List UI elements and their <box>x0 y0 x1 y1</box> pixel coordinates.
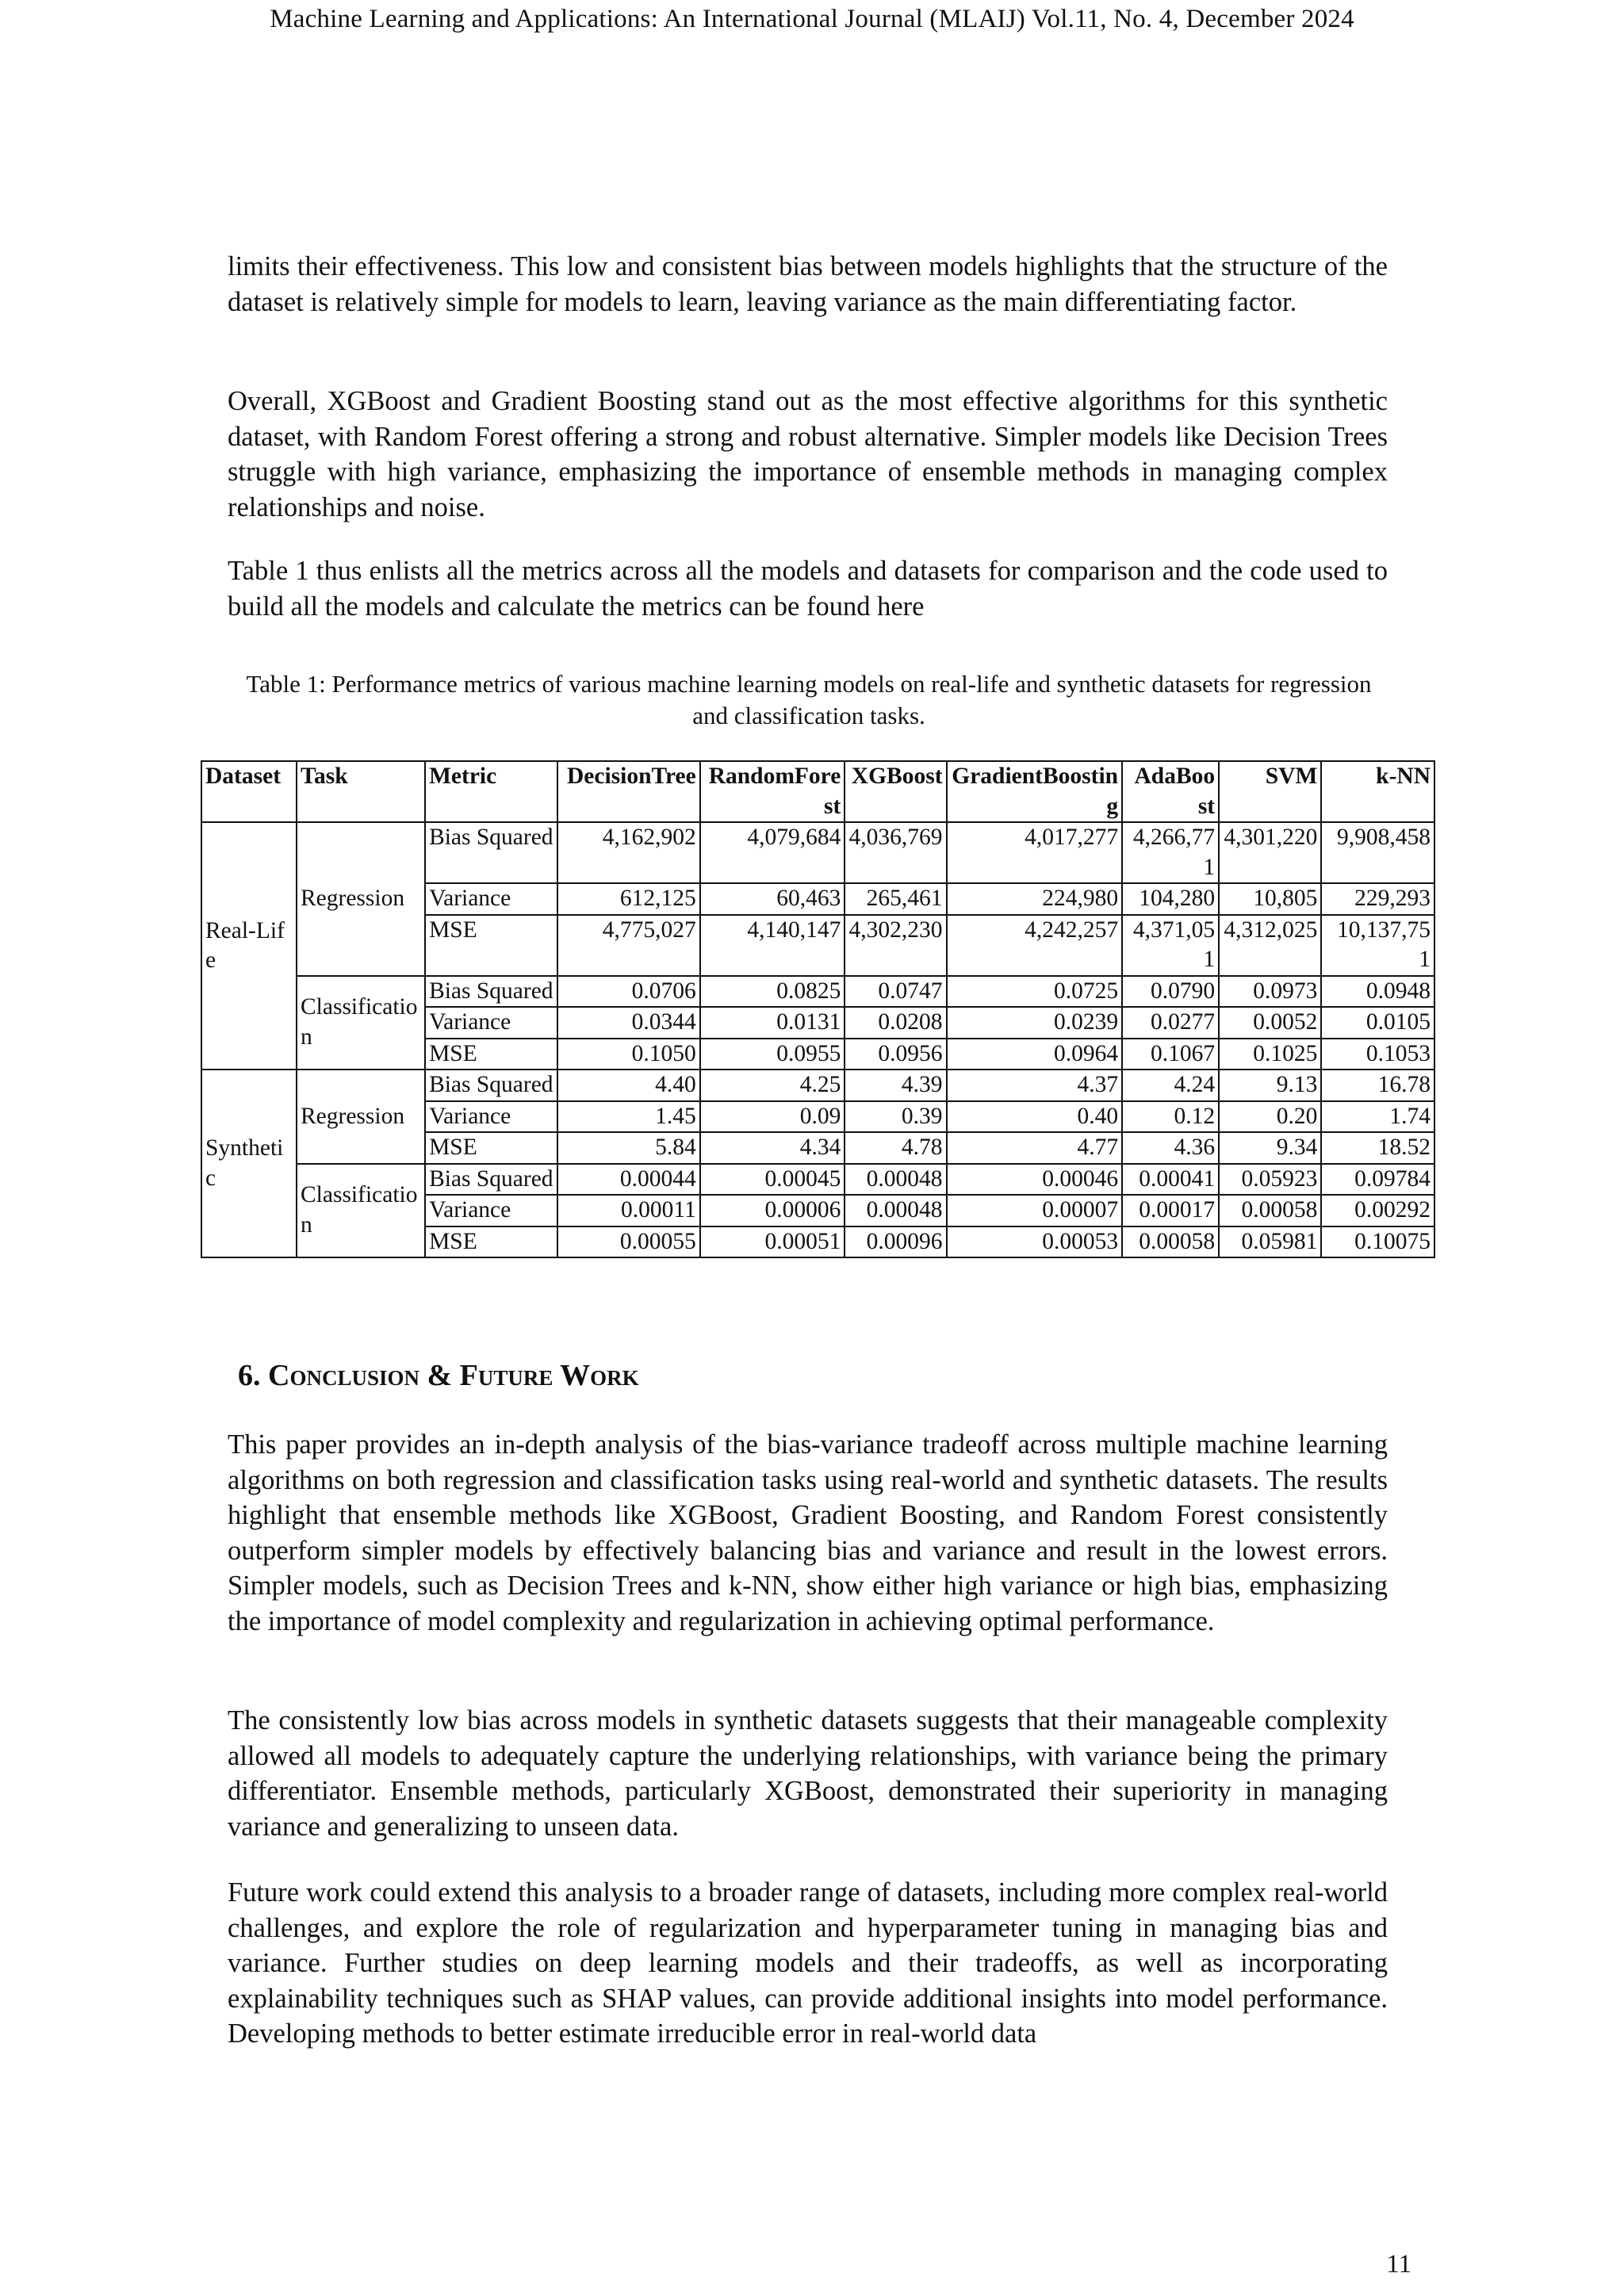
table-row <box>201 976 1434 1008</box>
table-header-row <box>201 761 1434 822</box>
value-cell: 0.20 <box>1219 1101 1321 1133</box>
metric-cell: Bias Squared <box>425 1164 557 1196</box>
value-cell: 4.36 <box>1122 1132 1219 1164</box>
header-metric: Metric <box>425 761 557 822</box>
value-cell: 4.77 <box>947 1132 1123 1164</box>
dataset-cell: Synthetic <box>201 1070 297 1257</box>
journal-header: Machine Learning and Applications: An International Journal (MLAIJ) Vol.11, No. 4, December 2024 <box>270 5 1354 33</box>
table-row <box>201 1164 1434 1196</box>
value-cell: 0.10075 <box>1321 1226 1434 1258</box>
value-cell: 0.00011 <box>557 1195 700 1226</box>
value-cell: 16.78 <box>1321 1070 1434 1101</box>
header-dataset: Dataset <box>201 761 297 822</box>
task-cell: Regression <box>297 822 425 976</box>
value-cell: 4.40 <box>557 1070 700 1101</box>
header-adaboost: AdaBoost <box>1122 761 1219 822</box>
paragraph-limits: limits their effectiveness. This low and consistent bias between models highlights that the structure of the dataset is relatively simple for models to learn, leaving variance as the main differentiating factor. <box>228 251 1388 317</box>
value-cell: 1.74 <box>1321 1101 1434 1133</box>
table-row <box>201 822 1434 883</box>
paragraph-overall: Overall, XGBoost and Gradient Boosting stand out as the most effective algorithms for this synthetic dataset, with Random Forest offering a strong and robust alternative. Simpler models like Decision Trees struggle with high variance, emphasizing the importance of ensemble methods in managing complex relationships and noise. <box>228 386 1388 522</box>
paragraph-conclusion-2: The consistently low bias across models in synthetic datasets suggests that their manageable complexity allowed all models to adequately capture the underlying relationships, with variance being the primary differentiator. Ensemble methods, particularly XGBoost, demonstrated their superiority in managing variance and generalizing to unseen data. <box>228 1705 1388 1842</box>
value-cell: 0.39 <box>845 1101 946 1133</box>
value-cell: 18.52 <box>1321 1132 1434 1164</box>
value-cell: 0.0956 <box>845 1039 946 1070</box>
value-cell: 0.1050 <box>557 1039 700 1070</box>
value-cell: 9.13 <box>1219 1070 1321 1101</box>
page-number: 11 <box>1386 2250 1411 2279</box>
value-cell: 0.00055 <box>557 1226 700 1258</box>
metric-cell: Bias Squared <box>425 1070 557 1101</box>
metric-cell: Variance <box>425 1007 557 1039</box>
task-cell: Classification <box>297 1164 425 1258</box>
value-cell: 0.0131 <box>700 1007 845 1039</box>
value-cell: 0.00006 <box>700 1195 845 1226</box>
metric-cell: Variance <box>425 1195 557 1226</box>
value-cell: 4,017,277 <box>947 822 1123 883</box>
value-cell: 0.00045 <box>700 1164 845 1196</box>
header-decision-tree: DecisionTree <box>557 761 700 822</box>
value-cell: 60,463 <box>700 883 845 915</box>
value-cell: 4,301,220 <box>1219 822 1321 883</box>
value-cell: 1.45 <box>557 1101 700 1133</box>
value-cell: 0.00096 <box>845 1226 946 1258</box>
header-task: Task <box>297 761 425 822</box>
value-cell: 0.00017 <box>1122 1195 1219 1226</box>
value-cell: 0.0948 <box>1321 976 1434 1008</box>
value-cell: 0.1025 <box>1219 1039 1321 1070</box>
table-row <box>201 1070 1434 1101</box>
value-cell: 0.0973 <box>1219 976 1321 1008</box>
table-caption: Table 1: Performance metrics of various machine learning models on real-life and synthetic datasets for regression and classification tasks. <box>246 670 1372 729</box>
value-cell: 4.24 <box>1122 1070 1219 1101</box>
value-cell: 224,980 <box>947 883 1123 915</box>
table-body <box>201 822 1434 1257</box>
value-cell: 4,371,051 <box>1122 915 1219 976</box>
value-cell: 0.0725 <box>947 976 1123 1008</box>
value-cell: 0.0239 <box>947 1007 1123 1039</box>
value-cell: 0.05923 <box>1219 1164 1321 1196</box>
value-cell: 0.0706 <box>557 976 700 1008</box>
value-cell: 4,140,147 <box>700 915 845 976</box>
metric-cell: Bias Squared <box>425 976 557 1008</box>
value-cell: 104,280 <box>1122 883 1219 915</box>
value-cell: 5.84 <box>557 1132 700 1164</box>
value-cell: 0.12 <box>1122 1101 1219 1133</box>
value-cell: 0.0344 <box>557 1007 700 1039</box>
dataset-cell: Real-Life <box>201 822 297 1070</box>
metric-cell: Bias Squared <box>425 822 557 883</box>
value-cell: 0.00044 <box>557 1164 700 1196</box>
value-cell: 0.0105 <box>1321 1007 1434 1039</box>
value-cell: 4.78 <box>845 1132 946 1164</box>
value-cell: 0.0964 <box>947 1039 1123 1070</box>
task-cell: Regression <box>297 1070 425 1164</box>
value-cell: 0.00292 <box>1321 1195 1434 1226</box>
value-cell: 0.0052 <box>1219 1007 1321 1039</box>
metric-cell: MSE <box>425 1226 557 1258</box>
task-cell: Classification <box>297 976 425 1070</box>
value-cell: 0.1053 <box>1321 1039 1434 1070</box>
value-cell: 4,266,771 <box>1122 822 1219 883</box>
value-cell: 612,125 <box>557 883 700 915</box>
paragraph-table-intro: Table 1 thus enlists all the metrics across all the models and datasets for comparison and the code used to build all the models and calculate the metrics can be found here <box>228 556 1388 622</box>
value-cell: 4.34 <box>700 1132 845 1164</box>
value-cell: 4,079,684 <box>700 822 845 883</box>
header-svm: SVM <box>1219 761 1321 822</box>
value-cell: 9.34 <box>1219 1132 1321 1164</box>
metric-cell: MSE <box>425 1132 557 1164</box>
value-cell: 229,293 <box>1321 883 1434 915</box>
value-cell: 4,312,025 <box>1219 915 1321 976</box>
value-cell: 4.37 <box>947 1070 1123 1101</box>
value-cell: 0.00046 <box>947 1164 1123 1196</box>
metric-cell: MSE <box>425 915 557 976</box>
header-gradient-boosting: GradientBoosting <box>947 761 1123 822</box>
value-cell: 0.1067 <box>1122 1039 1219 1070</box>
value-cell: 4,302,230 <box>845 915 946 976</box>
metric-cell: Variance <box>425 1101 557 1133</box>
paragraph-conclusion-1: This paper provides an in-depth analysis of the bias-variance tradeoff across multiple machine learning algorithms on both regression and classification tasks using real-world and synthetic datasets. The results highlight that ensemble methods like XGBoost, Gradient Boosting, and Random Forest consistently outperform simpler models by effectively balancing bias and variance and result in the lowest errors. Simpler models, such as Decision Trees and k-NN, show either high variance or high bias, emphasizing the importance of model complexity and regularization in achieving optimal performance. <box>228 1429 1388 1636</box>
value-cell: 4,036,769 <box>845 822 946 883</box>
value-cell: 4,242,257 <box>947 915 1123 976</box>
value-cell: 4,162,902 <box>557 822 700 883</box>
value-cell: 0.0747 <box>845 976 946 1008</box>
value-cell: 0.00058 <box>1122 1226 1219 1258</box>
header-random-forest: RandomForest <box>700 761 845 822</box>
value-cell: 9,908,458 <box>1321 822 1434 883</box>
value-cell: 0.40 <box>947 1101 1123 1133</box>
value-cell: 0.0277 <box>1122 1007 1219 1039</box>
header-xgboost: XGBoost <box>845 761 946 822</box>
value-cell: 0.00058 <box>1219 1195 1321 1226</box>
value-cell: 4.39 <box>845 1070 946 1101</box>
value-cell: 0.0790 <box>1122 976 1219 1008</box>
value-cell: 0.0825 <box>700 976 845 1008</box>
metric-cell: MSE <box>425 1039 557 1070</box>
value-cell: 10,137,751 <box>1321 915 1434 976</box>
value-cell: 0.00041 <box>1122 1164 1219 1196</box>
header-knn: k-NN <box>1321 761 1434 822</box>
value-cell: 4,775,027 <box>557 915 700 976</box>
value-cell: 0.0208 <box>845 1007 946 1039</box>
paragraph-future-work: Future work could extend this analysis to a broader range of datasets, including more complex real-world challenges, and explore the role of regularization and hyperparameter tuning in managing bias and variance. Further studies on deep learning models and their tradeoffs, as well as incorporating explainability techniques such as SHAP values, can provide additional insights into model performance. Developing methods to better estimate irreducible error in real-world data <box>228 1877 1388 2049</box>
metric-cell: Variance <box>425 883 557 915</box>
value-cell: 0.00007 <box>947 1195 1123 1226</box>
metrics-table <box>201 760 1435 1258</box>
value-cell: 0.09784 <box>1321 1164 1434 1196</box>
value-cell: 0.00048 <box>845 1164 946 1196</box>
value-cell: 265,461 <box>845 883 946 915</box>
value-cell: 10,805 <box>1219 883 1321 915</box>
value-cell: 0.00053 <box>947 1226 1123 1258</box>
value-cell: 0.09 <box>700 1101 845 1133</box>
value-cell: 0.00051 <box>700 1226 845 1258</box>
value-cell: 0.05981 <box>1219 1226 1321 1258</box>
value-cell: 0.0955 <box>700 1039 845 1070</box>
section-heading-conclusion: 6. Conclusion & Future Work <box>238 1359 639 1392</box>
value-cell: 4.25 <box>700 1070 845 1101</box>
value-cell: 0.00048 <box>845 1195 946 1226</box>
